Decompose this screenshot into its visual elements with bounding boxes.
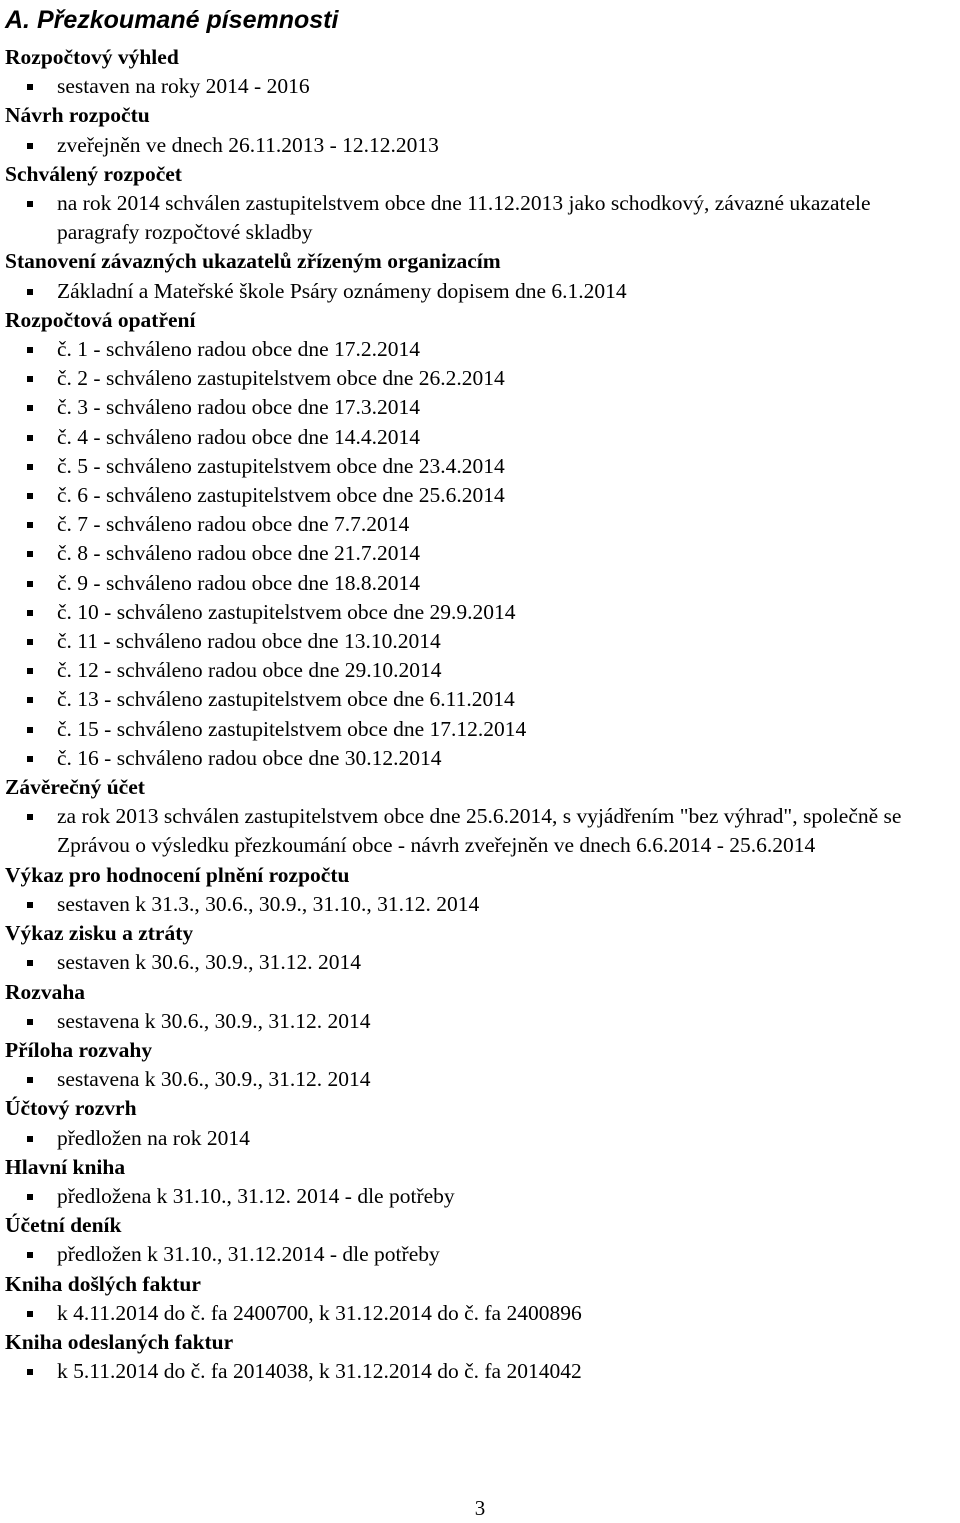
list-item [5,744,955,773]
bullet-icon [27,668,33,674]
bullet-icon [27,551,33,557]
list-item [5,685,955,714]
list-item-text: Základní a Mateřské škole Psáry oznámeny dopisem dne 6.1.2014 [57,278,627,303]
list-item-text: č. 3 - schváleno radou obce dne 17.3.2014 [57,395,421,420]
list-item-text: předložen na rok 2014 [57,1125,250,1150]
section-heading: Výkaz pro hodnocení plnění rozpočtu [5,862,350,887]
list-item-text: za rok 2013 schválen zastupitelstvem obce dne 25.6.2014, s vyjádřením "bez výhrad", společně se Zprávou o výsledku přezkoumání obce - návrh zveřejněn ve dnech 6.6.2014 - 25.6.2014 [57,804,902,858]
bullet-icon [27,902,33,908]
list-item [5,802,955,860]
list-item [5,393,955,422]
bullet-icon [27,522,33,528]
section-heading: Rozpočtová opatření [5,307,196,332]
section-heading: Stanovení závazných ukazatelů zřízeným organizacím [5,249,501,274]
section-heading: Schválený rozpočet [5,161,182,186]
list-item-text: č. 7 - schváleno radou obce dne 7.7.2014 [57,512,410,537]
bullet-icon [27,960,33,966]
bullet-icon [27,814,33,820]
bullet-icon [27,376,33,382]
document-body [5,43,955,1386]
list-item-text: č. 12 - schváleno radou obce dne 29.10.2014 [57,658,442,683]
list-item [5,656,955,685]
bullet-icon [27,289,33,295]
list-item-text: č. 5 - schváleno zastupitelstvem obce dne 23.4.2014 [57,453,505,478]
bullet-icon [27,143,33,149]
section-heading: Příloha rozvahy [5,1037,153,1062]
list-item-text: předložena k 31.10., 31.12. 2014 - dle potřeby [57,1183,455,1208]
list-item-text: č. 4 - schváleno radou obce dne 14.4.2014 [57,424,421,449]
list-item-text: č. 15 - schváleno zastupitelstvem obce dne 17.12.2014 [57,716,527,741]
list-item [5,1299,955,1328]
list-item [5,1007,955,1036]
bullet-icon [27,610,33,616]
bullet-icon [27,1369,33,1375]
list-item-text: sestaven k 30.6., 30.9., 31.12. 2014 [57,950,361,975]
page-number: 3 [474,1496,486,1520]
list-item-text: č. 11 - schváleno radou obce dne 13.10.2014 [57,629,441,654]
list-item [5,72,955,101]
list-item-text: zveřejněn ve dnech 26.11.2013 - 12.12.2013 [57,132,439,157]
section-heading: Závěrečný účet [5,775,145,800]
list-item [5,423,955,452]
bullet-icon [27,1252,33,1258]
list-item [5,569,955,598]
bullet-icon [27,464,33,470]
list-item-text: sestavena k 30.6., 30.9., 31.12. 2014 [57,1008,371,1033]
list-item [5,510,955,539]
section-heading: Rozpočtový výhled [5,45,179,69]
page-title: A. Přezkoumané písemnosti [5,6,339,34]
list-item [5,131,955,160]
bullet-icon [27,639,33,645]
list-item [5,539,955,568]
bullet-icon [27,435,33,441]
list-item-text: č. 8 - schváleno radou obce dne 21.7.2014 [57,541,421,566]
list-item-text: č. 9 - schváleno radou obce dne 18.8.2014 [57,570,421,595]
list-item [5,189,955,247]
list-item [5,481,955,510]
bullet-icon [27,697,33,703]
bullet-icon [27,727,33,733]
list-item [5,598,955,627]
list-item-text: předložen k 31.10., 31.12.2014 - dle potřeby [57,1242,440,1267]
list-item [5,277,955,306]
list-item-text: č. 2 - schváleno zastupitelstvem obce dne 26.2.2014 [57,366,505,391]
list-item-text: sestaven na roky 2014 - 2016 [57,74,310,99]
list-item-text: na rok 2014 schválen zastupitelstvem obce dne 11.12.2013 jako schodkový, závazné ukazatele paragrafy rozpočtové skladby [57,191,871,245]
list-item-text: sestaven k 31.3., 30.6., 30.9., 31.10., 31.12. 2014 [57,891,480,916]
bullet-icon [27,405,33,411]
list-item [5,1124,955,1153]
list-item-text: k 5.11.2014 do č. fa 2014038, k 31.12.2014 do č. fa 2014042 [57,1359,582,1384]
section-heading: Výkaz zisku a ztráty [5,921,194,946]
bullet-icon [27,1136,33,1142]
bullet-icon [27,756,33,762]
section-heading: Účetní deník [5,1213,122,1238]
list-item [5,452,955,481]
section-heading: Hlavní kniha [5,1154,126,1179]
list-item [5,890,955,919]
list-item-text: k 4.11.2014 do č. fa 2400700, k 31.12.2014 do č. fa 2400896 [57,1300,582,1325]
bullet-icon [27,84,33,90]
section-heading: Rozvaha [5,979,86,1004]
list-item-text: sestavena k 30.6., 30.9., 31.12. 2014 [57,1067,371,1092]
section-heading: Kniha došlých faktur [5,1271,201,1296]
list-item [5,335,955,364]
section-heading: Účtový rozvrh [5,1096,137,1121]
bullet-icon [27,347,33,353]
bullet-icon [27,493,33,499]
bullet-icon [27,1194,33,1200]
bullet-icon [27,1019,33,1025]
bullet-icon [27,1311,33,1317]
list-item [5,1357,955,1386]
bullet-icon [27,1077,33,1083]
list-item [5,715,955,744]
list-item-text: č. 10 - schváleno zastupitelstvem obce dne 29.9.2014 [57,599,516,624]
list-item [5,364,955,393]
list-item [5,1065,955,1094]
list-item [5,1240,955,1269]
list-item-text: č. 16 - schváleno radou obce dne 30.12.2014 [57,745,442,770]
list-item-text: č. 13 - schváleno zastupitelstvem obce dne 6.11.2014 [57,687,515,712]
list-item [5,948,955,977]
list-item [5,627,955,656]
list-item-text: č. 1 - schváleno radou obce dne 17.2.2014 [57,337,421,362]
section-heading: Návrh rozpočtu [5,103,150,128]
bullet-icon [27,201,33,207]
section-heading: Kniha odeslaných faktur [5,1329,234,1354]
list-item [5,1182,955,1211]
bullet-icon [27,581,33,587]
list-item-text: č. 6 - schváleno zastupitelstvem obce dne 25.6.2014 [57,483,505,508]
